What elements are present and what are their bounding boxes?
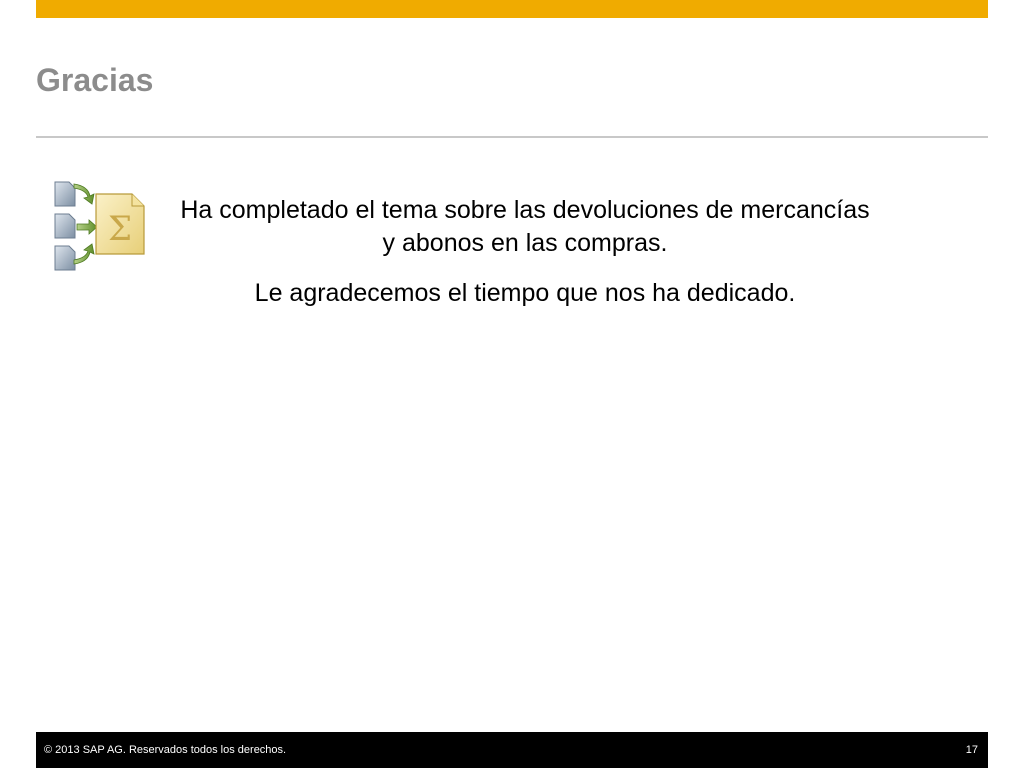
page-number: 17 [965, 744, 978, 756]
svg-text:Σ: Σ [107, 209, 133, 249]
message-block [180, 194, 870, 310]
accent-bar [36, 0, 988, 18]
completion-message: Ha completado el tema sobre las devoluciones de mercancías y abonos en las compras. [180, 196, 870, 257]
title-divider [36, 136, 988, 138]
copyright-text: © 2013 SAP AG. Reservados todos los derechos. [44, 744, 287, 756]
footer-bar [36, 732, 988, 768]
documents-aggregate-sum-icon [52, 176, 148, 272]
thanks-message: Le agradecemos el tiempo que nos ha dedicado. [254, 279, 796, 307]
page-title: Gracias [36, 62, 154, 98]
